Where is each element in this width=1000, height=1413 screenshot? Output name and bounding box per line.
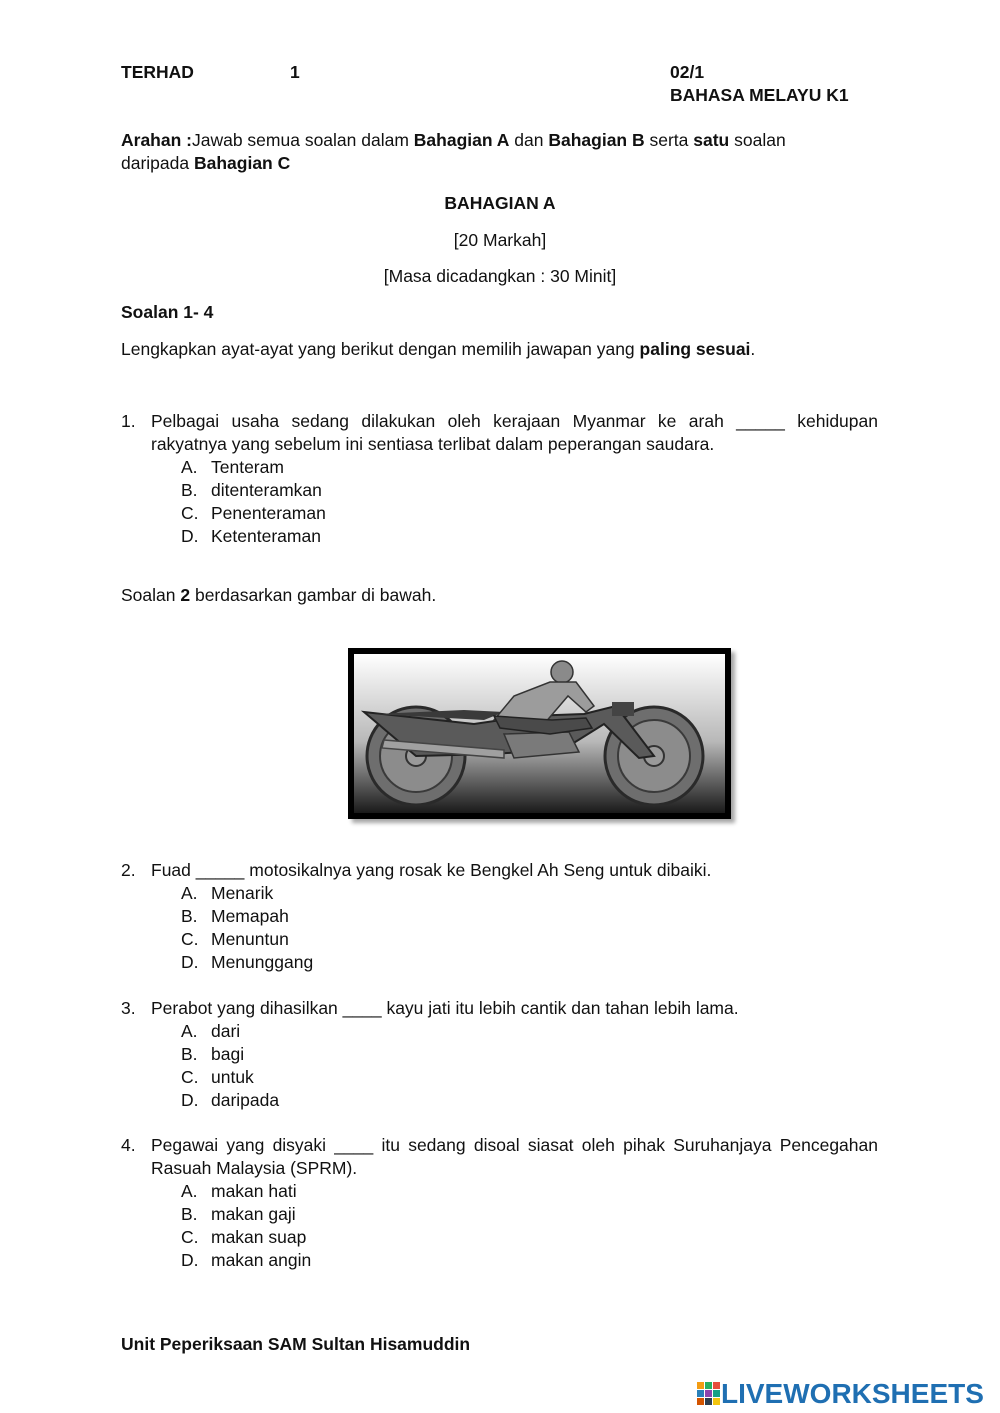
- footer-unit: Unit Peperiksaan SAM Sultan Hisamuddin: [121, 1334, 471, 1354]
- liveworksheets-logo-icon: [697, 1382, 721, 1406]
- option-d[interactable]: [181, 951, 878, 974]
- option-letter: A.: [181, 1020, 198, 1041]
- option-a[interactable]: [181, 1020, 878, 1043]
- option-letter: C.: [181, 928, 199, 949]
- question-4: [121, 1134, 878, 1272]
- option-text: makan gaji: [211, 1203, 296, 1224]
- option-c[interactable]: [181, 928, 878, 951]
- question-number: 2.: [121, 860, 136, 880]
- instruction-text: Jawab semua soalan dalam: [191, 130, 414, 150]
- option-b[interactable]: [181, 905, 878, 928]
- option-text: ditenteramkan: [211, 479, 322, 500]
- header-restricted-label: TERHAD: [121, 62, 194, 82]
- instruction-bold: Bahagian B: [548, 130, 645, 150]
- option-letter: B.: [181, 479, 198, 500]
- option-letter: A.: [181, 1180, 198, 1201]
- option-c[interactable]: [181, 1226, 878, 1249]
- question-number: 1.: [121, 411, 136, 431]
- option-text: makan hati: [211, 1180, 297, 1201]
- option-a[interactable]: [181, 882, 878, 905]
- option-c[interactable]: [181, 502, 878, 525]
- question-stem: Pelbagai usaha sedang dilakukan oleh kerajaan Myanmar ke arah _____ kehidupan rakyatnya yang sebelum ini sentiasa terlibat dalam peperangan saudara.: [151, 411, 878, 454]
- section-time: [Masa dicadangkan : 30 Minit]: [383, 266, 617, 286]
- option-d[interactable]: [181, 1249, 878, 1272]
- option-d[interactable]: [181, 525, 878, 548]
- image-note-text: berdasarkan gambar di bawah.: [190, 585, 437, 605]
- option-list: [181, 456, 878, 548]
- option-text: untuk: [211, 1066, 254, 1087]
- option-b[interactable]: [181, 1043, 878, 1066]
- option-text: Menarik: [211, 882, 274, 903]
- direction-bold: paling sesuai: [639, 339, 751, 359]
- option-text: makan suap: [211, 1226, 307, 1247]
- direction: [121, 338, 755, 361]
- instruction-bold: satu: [693, 130, 730, 150]
- option-text: daripada: [211, 1089, 280, 1110]
- option-a[interactable]: [181, 1180, 878, 1203]
- option-letter: C.: [181, 502, 199, 523]
- direction-end: .: [750, 339, 756, 359]
- question-stem: Pegawai yang disyaki ____ itu sedang disoal siasat oleh pihak Suruhanjaya Pencegahan Rasuah Malaysia (SPRM).: [151, 1135, 878, 1178]
- option-letter: B.: [181, 905, 198, 926]
- motorcycle-picture: [348, 648, 731, 819]
- option-letter: D.: [181, 1249, 199, 1270]
- liveworksheets-logo[interactable]: [697, 1377, 984, 1411]
- question-number: 3.: [121, 998, 136, 1018]
- instruction: [121, 129, 841, 175]
- section-title: BAHAGIAN A: [444, 193, 556, 213]
- instruction-bold: Bahagian A: [413, 130, 510, 150]
- option-text: Menunggang: [211, 951, 314, 972]
- option-b[interactable]: [181, 1203, 878, 1226]
- instruction-text: soalan daripada: [121, 130, 786, 173]
- instruction-text: serta: [644, 130, 694, 150]
- question-2: [121, 859, 878, 974]
- option-letter: C.: [181, 1066, 199, 1087]
- question-3: [121, 997, 878, 1112]
- header-subject: BAHASA MELAYU K1: [670, 85, 849, 105]
- option-a[interactable]: [181, 456, 878, 479]
- section-marks: [20 Markah]: [453, 230, 547, 250]
- option-text: bagi: [211, 1043, 245, 1064]
- question-stem: Perabot yang dihasilkan ____ kayu jati itu lebih cantik dan tahan lebih lama.: [151, 998, 739, 1018]
- option-c[interactable]: [181, 1066, 878, 1089]
- option-letter: D.: [181, 525, 199, 546]
- option-list: [181, 1020, 878, 1112]
- option-text: Penenteraman: [211, 502, 326, 523]
- image-note-bold: 2: [180, 585, 191, 605]
- option-list: [181, 1180, 878, 1272]
- option-letter: D.: [181, 1089, 199, 1110]
- question-number: 4.: [121, 1135, 136, 1155]
- option-text: Tenteram: [211, 456, 284, 477]
- option-letter: A.: [181, 882, 198, 903]
- option-letter: B.: [181, 1043, 198, 1064]
- header-paper-code: 02/1: [670, 62, 705, 82]
- direction-text: Lengkapkan ayat-ayat yang berikut dengan memilih jawapan yang: [121, 339, 640, 359]
- motorcycle-illustration: [354, 654, 725, 813]
- option-letter: A.: [181, 456, 198, 477]
- option-text: dari: [211, 1020, 241, 1041]
- image-note-text: Soalan: [121, 585, 181, 605]
- liveworksheets-logo-text: LIVEWORKSHEETS: [721, 1378, 984, 1409]
- instruction-text: dan: [509, 130, 549, 150]
- option-text: Menuntun: [211, 928, 289, 949]
- option-letter: B.: [181, 1203, 198, 1224]
- option-letter: D.: [181, 951, 199, 972]
- question-1: [121, 410, 878, 548]
- motorcycle-headlight: [612, 702, 634, 716]
- option-d[interactable]: [181, 1089, 878, 1112]
- header-page-number: 1: [290, 62, 300, 82]
- option-list: [181, 882, 878, 974]
- option-b[interactable]: [181, 479, 878, 502]
- instruction-bold: Bahagian C: [193, 152, 291, 173]
- instruction-label: Arahan :: [121, 130, 192, 150]
- option-text: makan angin: [211, 1249, 312, 1270]
- option-text: Ketenteraman: [211, 525, 321, 546]
- option-letter: C.: [181, 1226, 199, 1247]
- questions-label: Soalan 1- 4: [121, 302, 214, 322]
- question-stem: Fuad _____ motosikalnya yang rosak ke Bengkel Ah Seng untuk dibaiki.: [151, 860, 712, 880]
- image-note: [121, 584, 436, 607]
- option-text: Memapah: [211, 905, 289, 926]
